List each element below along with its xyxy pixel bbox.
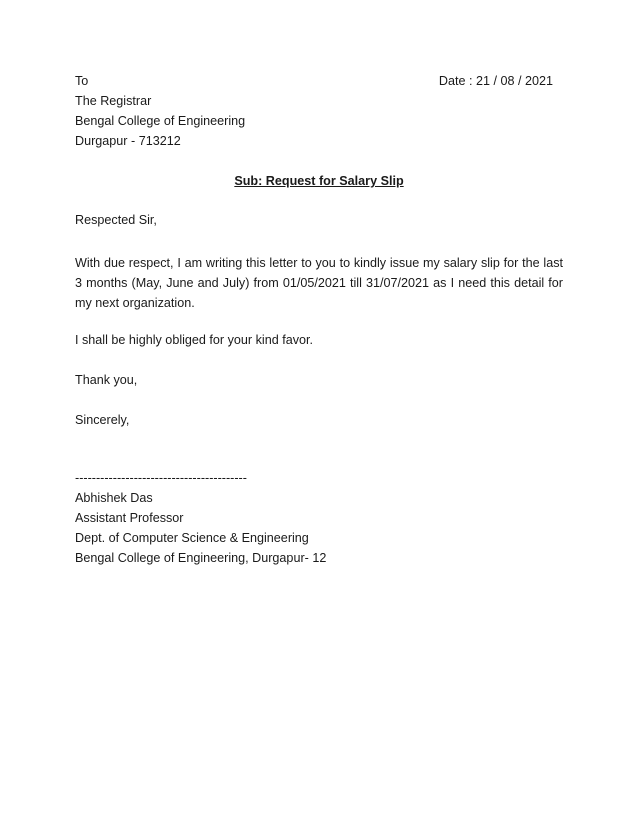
sender-designation: Assistant Professor xyxy=(75,511,184,525)
closing-line: Sincerely, xyxy=(75,413,130,427)
thanks-line: Thank you, xyxy=(75,373,138,387)
signature-line: ----------------------------------------- xyxy=(75,471,247,485)
recipient-title: The Registrar xyxy=(75,94,152,108)
body-paragraph: With due respect, I am writing this letter to you to kindly issue my salary slip for the last 3 months (May, June and July) from 01/05/2021 till 31/07/2021 as I need this detail for my next organization. xyxy=(75,256,563,310)
recipient-to: To xyxy=(75,74,89,88)
sender-department: Dept. of Computer Science & Engineering xyxy=(75,531,309,545)
recipient-institution: Bengal College of Engineering xyxy=(75,114,246,128)
letter-date: Date : 21 / 08 / 2021 xyxy=(438,74,553,88)
obligation-line: I shall be highly obliged for your kind favor. xyxy=(75,333,314,347)
letter-subject: Sub: Request for Salary Slip xyxy=(234,174,404,188)
recipient-address: Durgapur - 713212 xyxy=(75,134,181,148)
sender-institution: Bengal College of Engineering, Durgapur- 12 xyxy=(75,551,327,565)
sender-name: Abhishek Das xyxy=(75,491,153,505)
salutation: Respected Sir, xyxy=(75,213,157,227)
